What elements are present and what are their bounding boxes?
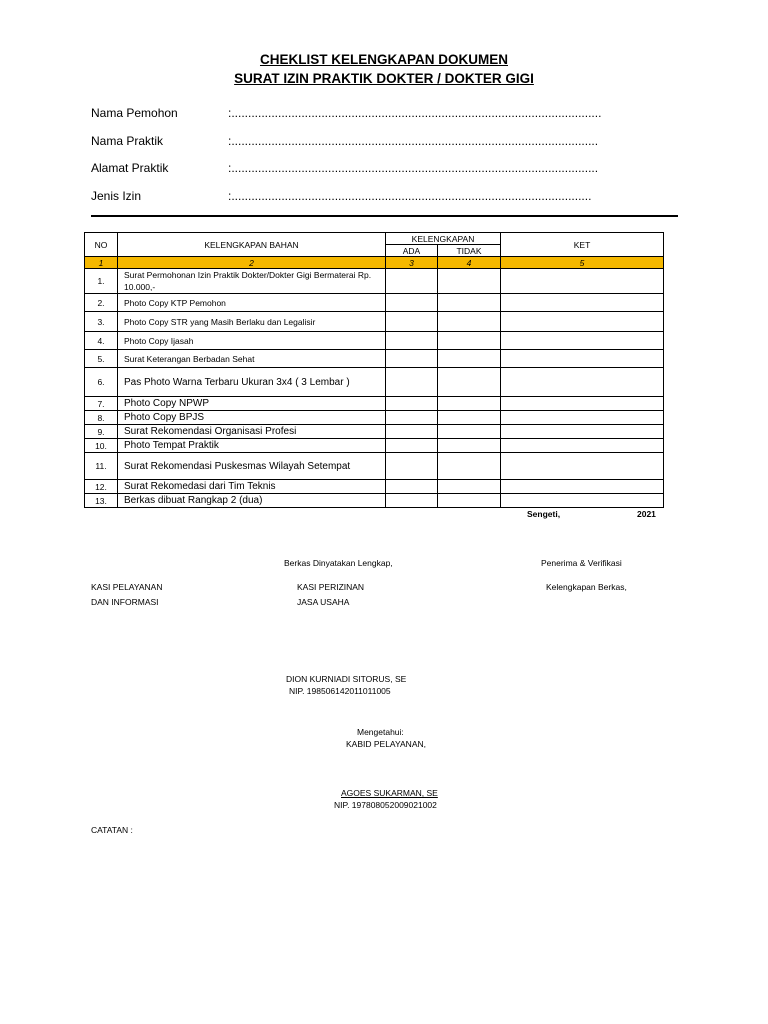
row-item-text: Pas Photo Warna Terbaru Ukuran 3x4 ( 3 Lembar ) — [118, 368, 386, 397]
check-tidak-cell[interactable] — [438, 425, 501, 439]
header-no: NO — [85, 233, 118, 257]
row-number: 11. — [85, 453, 118, 480]
check-tidak-cell[interactable] — [438, 480, 501, 494]
check-tidak-cell[interactable] — [438, 368, 501, 397]
check-tidak-cell[interactable] — [438, 439, 501, 453]
row-item-text: Photo Copy BPJS — [118, 411, 386, 425]
field-dots-alamat-praktik: :.............................................................................................................. — [228, 161, 599, 175]
check-ada-cell[interactable] — [386, 294, 438, 312]
row-number: 1. — [85, 269, 118, 294]
table-row — [85, 480, 664, 494]
signatory-name-1: DION KURNIADI SITORUS, SE — [286, 674, 407, 684]
field-label-nama-praktik: Nama Praktik — [91, 134, 164, 148]
table-row — [85, 269, 664, 294]
row-number: 4. — [85, 332, 118, 350]
row-item-text: Photo Copy Ijasah — [118, 332, 386, 350]
table-row — [85, 294, 664, 312]
ket-cell[interactable] — [501, 269, 664, 294]
row-item-text: Photo Copy KTP Pemohon — [118, 294, 386, 312]
kasi-pelayanan-subtitle: DAN INFORMASI — [91, 597, 159, 607]
title-line1: CHEKLIST KELENGKAPAN DOKUMEN — [259, 52, 508, 67]
title-line2: SURAT IZIN PRAKTIK DOKTER / DOKTER GIGI — [234, 71, 534, 86]
col-number: 2 — [118, 257, 386, 269]
ket-cell[interactable] — [501, 350, 664, 368]
ket-cell[interactable] — [501, 425, 664, 439]
row-item-text: Surat Keterangan Berbadan Sehat — [118, 350, 386, 368]
table-row — [85, 350, 664, 368]
header-kelengkapan: KELENGKAPAN — [386, 233, 501, 245]
table-row — [85, 494, 664, 508]
column-number-row — [85, 257, 664, 269]
place-label: Sengeti, — [527, 509, 561, 519]
row-item-text: Berkas dibuat Rangkap 2 (dua) — [118, 494, 386, 508]
signatory-name-2: AGOES SUKARMAN, SE — [341, 788, 438, 798]
row-number: 9. — [85, 425, 118, 439]
check-tidak-cell[interactable] — [438, 397, 501, 411]
col-number: 3 — [386, 257, 438, 269]
table-row — [85, 411, 664, 425]
check-ada-cell[interactable] — [386, 425, 438, 439]
mengetahui-label: Mengetahui: — [357, 727, 404, 737]
ket-cell[interactable] — [501, 480, 664, 494]
kasi-perizinan-title: KASI PERIZINAN — [297, 582, 365, 592]
row-item-text: Photo Copy NPWP — [118, 397, 386, 411]
row-number: 5. — [85, 350, 118, 368]
header-kelengkapan-bahan: KELENGKAPAN BAHAN — [118, 233, 386, 257]
check-tidak-cell[interactable] — [438, 350, 501, 368]
kelengkapan-berkas-label: Kelengkapan Berkas, — [546, 582, 627, 592]
berkas-lengkap-label: Berkas Dinyatakan Lengkap, — [284, 558, 393, 568]
signatory-nip-1: NIP. 198506142011011005 — [289, 686, 391, 696]
ket-cell[interactable] — [501, 453, 664, 480]
check-ada-cell[interactable] — [386, 368, 438, 397]
row-number: 2. — [85, 294, 118, 312]
header-divider — [91, 215, 678, 217]
row-number: 12. — [85, 480, 118, 494]
ket-cell[interactable] — [501, 411, 664, 425]
row-number: 13. — [85, 494, 118, 508]
table-row — [85, 425, 664, 439]
kabid-label: KABID PELAYANAN, — [346, 739, 426, 749]
checklist-table — [84, 232, 664, 508]
check-ada-cell[interactable] — [386, 312, 438, 332]
table-row — [85, 368, 664, 397]
row-number: 8. — [85, 411, 118, 425]
row-item-text: Surat Permohonan Izin Praktik Dokter/Dokter Gigi Bermaterai Rp. 10.000,- — [118, 269, 386, 294]
check-ada-cell[interactable] — [386, 453, 438, 480]
check-tidak-cell[interactable] — [438, 453, 501, 480]
year-label: 2021 — [637, 509, 656, 519]
ket-cell[interactable] — [501, 439, 664, 453]
col-number: 5 — [501, 257, 664, 269]
row-item-text: Surat Rekomendasi Organisasi Profesi — [118, 425, 386, 439]
penerima-label: Penerima & Verifikasi — [541, 558, 622, 568]
row-number: 7. — [85, 397, 118, 411]
col-number: 1 — [85, 257, 118, 269]
row-item-text: Surat Rekomedasi dari Tim Teknis — [118, 480, 386, 494]
check-ada-cell[interactable] — [386, 480, 438, 494]
field-label-nama-pemohon: Nama Pemohon — [91, 106, 178, 120]
row-item-text: Photo Tempat Praktik — [118, 439, 386, 453]
ket-cell[interactable] — [501, 312, 664, 332]
ket-cell[interactable] — [501, 332, 664, 350]
check-ada-cell[interactable] — [386, 350, 438, 368]
check-tidak-cell[interactable] — [438, 332, 501, 350]
ket-cell[interactable] — [501, 397, 664, 411]
col-number: 4 — [438, 257, 501, 269]
table-row — [85, 312, 664, 332]
check-ada-cell[interactable] — [386, 332, 438, 350]
field-dots-jenis-izin: :............................................................................................................ — [228, 189, 592, 203]
field-dots-nama-pemohon: :............................................................................................................... — [228, 106, 602, 120]
ket-cell[interactable] — [501, 494, 664, 508]
check-tidak-cell[interactable] — [438, 294, 501, 312]
row-number: 10. — [85, 439, 118, 453]
header-ket: KET — [501, 233, 664, 257]
field-label-alamat-praktik: Alamat Praktik — [91, 161, 169, 175]
table-row — [85, 453, 664, 480]
kasi-pelayanan-title: KASI PELAYANAN — [91, 582, 163, 592]
header-tidak: TIDAK — [438, 245, 501, 257]
row-number: 6. — [85, 368, 118, 397]
check-tidak-cell[interactable] — [438, 411, 501, 425]
check-ada-cell[interactable] — [386, 397, 438, 411]
catatan-label: CATATAN : — [91, 825, 133, 835]
check-tidak-cell[interactable] — [438, 312, 501, 332]
row-item-text: Photo Copy STR yang Masih Berlaku dan Legalisir — [118, 312, 386, 332]
check-tidak-cell[interactable] — [438, 494, 501, 508]
field-label-jenis-izin: Jenis Izin — [91, 189, 142, 203]
header-ada: ADA — [386, 245, 438, 257]
field-dots-nama-praktik: :.............................................................................................................. — [228, 134, 599, 148]
table-row — [85, 332, 664, 350]
kasi-perizinan-subtitle: JASA USAHA — [297, 597, 350, 607]
signatory-nip-2: NIP. 197808052009021002 — [334, 800, 437, 810]
table-row — [85, 439, 664, 453]
check-ada-cell[interactable] — [386, 411, 438, 425]
ket-cell[interactable] — [501, 368, 664, 397]
ket-cell[interactable] — [501, 294, 664, 312]
check-ada-cell[interactable] — [386, 494, 438, 508]
check-ada-cell[interactable] — [386, 269, 438, 294]
row-number: 3. — [85, 312, 118, 332]
check-ada-cell[interactable] — [386, 439, 438, 453]
row-item-text: Surat Rekomendasi Puskesmas Wilayah Setempat — [118, 453, 386, 480]
check-tidak-cell[interactable] — [438, 269, 501, 294]
table-row — [85, 397, 664, 411]
